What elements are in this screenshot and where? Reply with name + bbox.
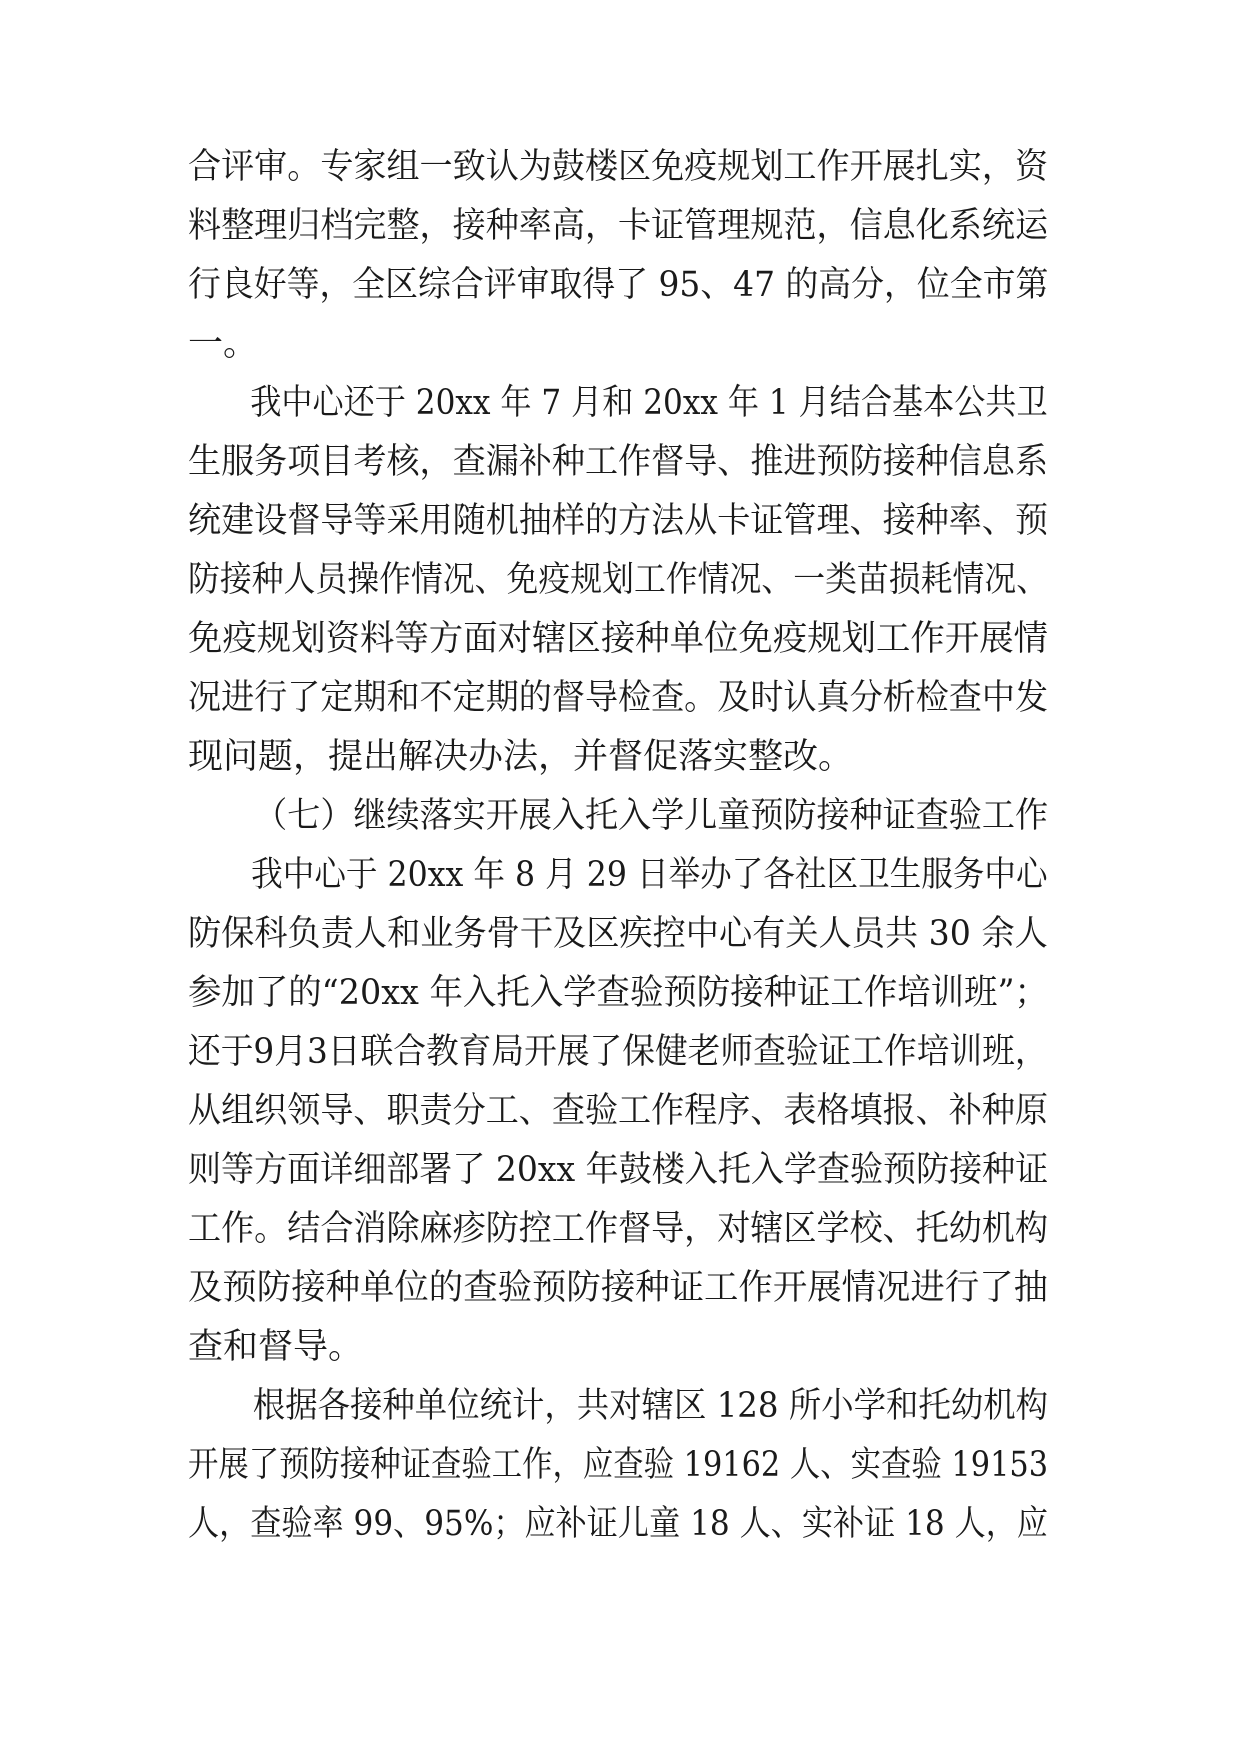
text-line: 人，查验率 99、95%；应补证儿童 18 人、实补证 18 人，应 (188, 1504, 1048, 1544)
paragraph-review-result (188, 138, 1048, 374)
section-heading (188, 787, 1048, 846)
text-line: 料整理归档完整，接种率高，卡证管理规范，信息化系统运 (188, 206, 1049, 246)
text-line: 合评审。专家组一致认为鼓楼区免疫规划工作开展扎实，资 (188, 147, 1049, 187)
text-line: 则等方面详细部署了 20xx 年鼓楼入托入学查验预防接种证 (188, 1150, 1049, 1190)
text-line: 一。 (188, 324, 259, 364)
text-line: 参加了的“20xx 年入托入学查验预防接种证工作培训班”； (188, 973, 1048, 1013)
text-line: 根据各接种单位统计，共对辖区 128 所小学和托幼机构 (252, 1386, 1049, 1426)
text-line: 我中心于 20xx 年 8 月 29 日举办了各社区卫生服务中心 (251, 855, 1048, 895)
text-line: 防接种人员操作情况、免疫规划工作情况、一类苗损耗情况、 (188, 560, 1049, 600)
text-line: 现问题，提出解决办法，并督促落实整改。 (188, 737, 854, 777)
text-line: 生服务项目考核，查漏补种工作督导、推进预防接种信息系 (188, 442, 1049, 482)
paragraph-supervision (188, 374, 1048, 787)
text-line: 工作。结合消除麻疹防控工作督导，对辖区学校、托幼机构 (188, 1209, 1049, 1249)
paragraph-statistics (188, 1377, 1048, 1554)
text-line: 从组织领导、职责分工、查验工作程序、表格填报、补种原 (188, 1091, 1049, 1131)
text-line: 防保科负责人和业务骨干及区疾控中心有关人员共 30 余人 (188, 914, 1048, 954)
text-line: 免疫规划资料等方面对辖区接种单位免疫规划工作开展情 (188, 619, 1049, 659)
text-line: 开展了预防接种证查验工作，应查验 19162 人、实查验 19153 (188, 1445, 1049, 1485)
text-line: 行良好等，全区综合评审取得了 95、47 的高分，位全市第 (188, 265, 1049, 305)
text-line: 还于9月3日联合教育局开展了保健老师查验证工作培训班， (188, 1032, 1048, 1072)
section-heading-text: （七）继续落实开展入托入学儿童预防接种证查验工作 (254, 796, 1049, 836)
text-line: 查和督导。 (188, 1327, 364, 1367)
paragraph-training (188, 846, 1048, 1377)
text-line: 况进行了定期和不定期的督导检查。及时认真分析检查中发 (188, 678, 1049, 718)
text-line: 及预防接种单位的查验预防接种证工作开展情况进行了抽 (188, 1268, 1049, 1308)
text-line: 我中心还于 20xx 年 7 月和 20xx 年 1 月结合基本公共卫 (250, 383, 1048, 423)
text-line: 统建设督导等采用随机抽样的方法从卡证管理、接种率、预 (188, 501, 1049, 541)
document-body (188, 138, 1048, 1554)
